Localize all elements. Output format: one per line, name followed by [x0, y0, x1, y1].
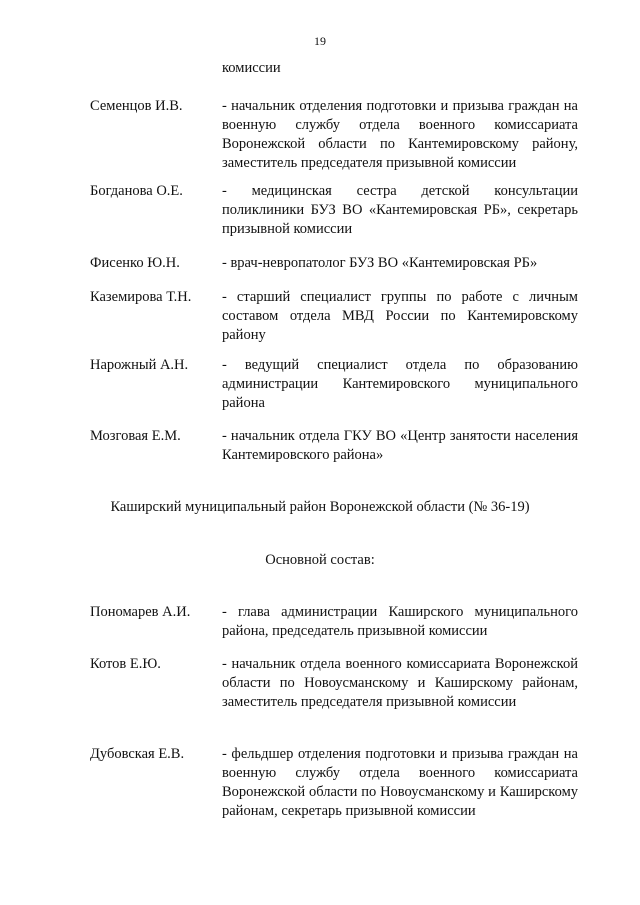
- member-role: - фельдшер отделения подготовки и призыва граждан на военную службу отдела военного комиссариата Воронежской области по Новоусманскому и Каширскому районам, секретарь призывной комиссии: [222, 746, 578, 819]
- member-name: Каземирова Т.Н.: [90, 289, 192, 305]
- member-role: - врач-невропатолог БУЗ ВО «Кантемировская РБ»: [222, 255, 538, 271]
- member-name: Пономарев А.И.: [90, 604, 191, 620]
- member-name: Богданова О.Е.: [90, 183, 183, 199]
- member-role: - медицинская сестра детской консультации поликлиники БУЗ ВО «Кантемировская РБ», секретарь призывной комиссии: [222, 183, 578, 237]
- member-name: Семенцов И.В.: [90, 98, 183, 114]
- member-role: - начальник отдела ГКУ ВО «Центр занятости населения Кантемировского района»: [222, 428, 578, 463]
- member-name: Мозговая Е.М.: [90, 428, 181, 444]
- district-heading: Каширский муниципальный район Воронежской области (№ 36-19): [110, 499, 530, 515]
- member-role: - начальник отдела военного комиссариата Воронежской области по Новоусманскому и Каширскому районам, заместитель председателя призывной комиссии: [222, 656, 578, 710]
- member-role: - начальник отделения подготовки и призыва граждан на военную службу отдела военного комиссариата Воронежской области по Кантемировскому району, заместитель председателя призывной комиссии: [222, 98, 578, 171]
- page-number: 19: [314, 34, 326, 48]
- member-role: - глава администрации Каширского муниципального района, председатель призывной комиссии: [222, 604, 578, 639]
- member-name: Фисенко Ю.Н.: [90, 255, 180, 271]
- member-name: Нарожный А.Н.: [90, 357, 189, 373]
- member-role: - старший специалист группы по работе с личным составом отдела МВД России по Кантемировскому району: [222, 289, 578, 343]
- member-role: - ведущий специалист отдела по образованию администрации Кантемировского муниципального района: [222, 357, 578, 411]
- section-heading: Основной состав:: [265, 552, 375, 568]
- member-name: Дубовская Е.В.: [90, 746, 185, 762]
- member-name: Котов Е.Ю.: [90, 656, 161, 672]
- continuation-text: комиссии: [222, 60, 281, 76]
